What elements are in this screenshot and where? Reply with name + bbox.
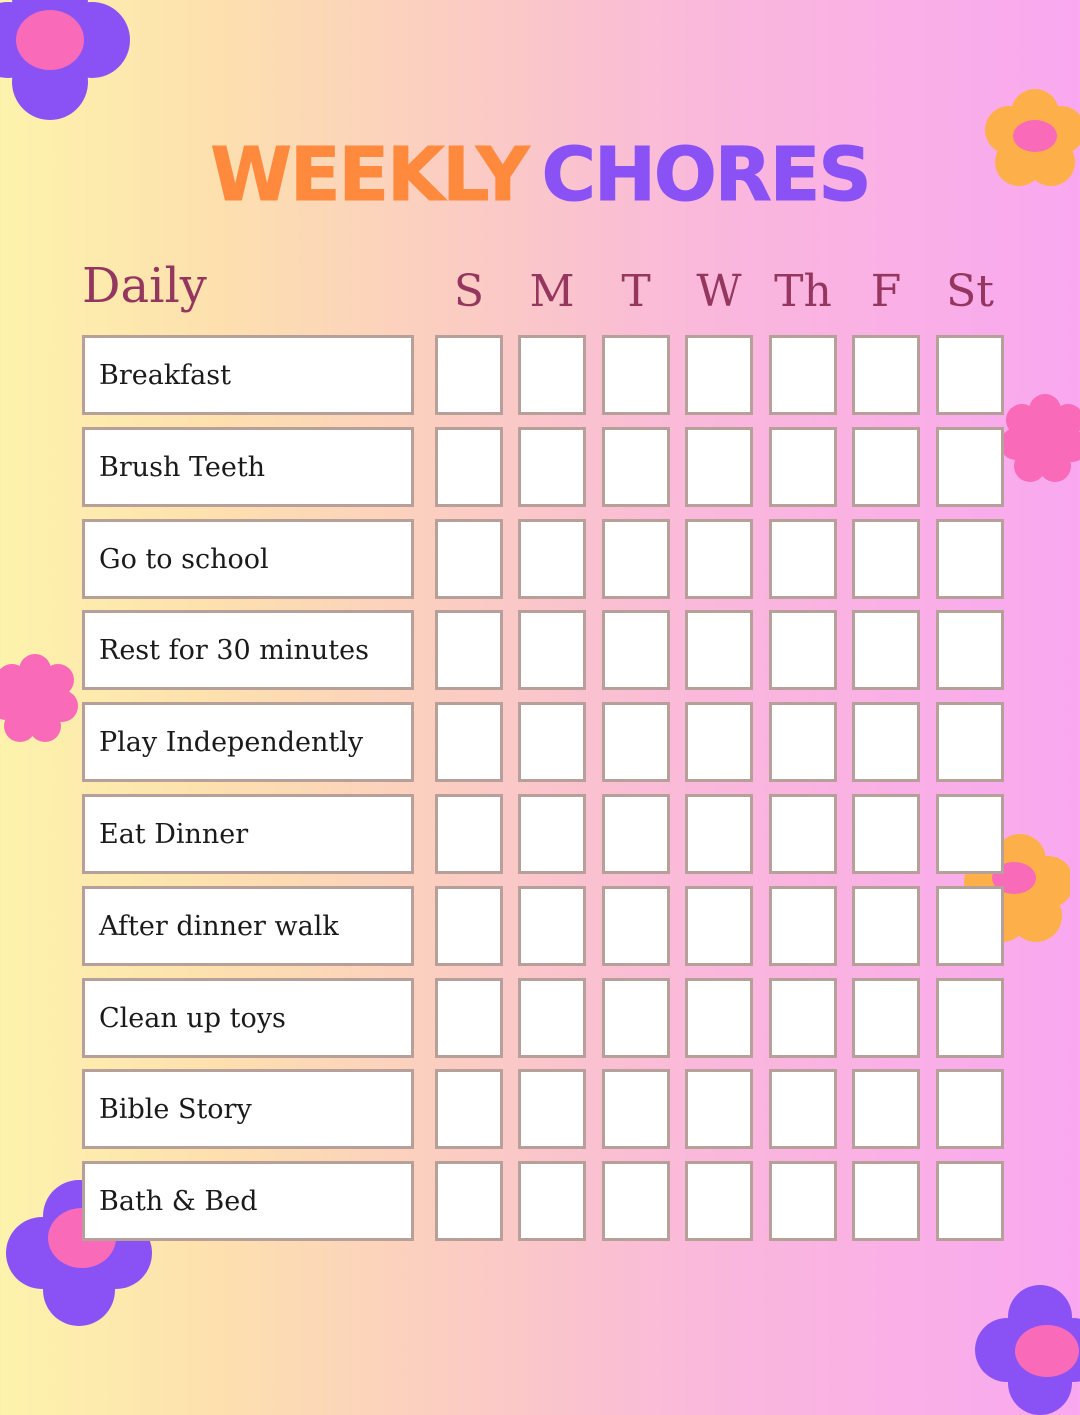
chore-label: Brush Teeth [82,427,414,507]
checkbox-cell-f[interactable] [852,335,920,415]
flower-top-left-icon [0,0,130,120]
checkbox-cell-w[interactable] [685,427,753,507]
checkbox-cell-st[interactable] [936,427,1004,507]
title-word-chores: CHORES [541,132,870,218]
checkbox-cell-th[interactable] [769,886,837,966]
checkbox-cell-w[interactable] [685,794,753,874]
checkbox-cell-f[interactable] [852,1161,920,1241]
flower-bottom-right-icon [975,1285,1080,1415]
checkbox-cell-m[interactable] [518,702,586,782]
checkbox-cell-st[interactable] [936,702,1004,782]
checkbox-cell-f[interactable] [852,794,920,874]
checkbox-cell-f[interactable] [852,610,920,690]
checkbox-cell-st[interactable] [936,1161,1004,1241]
checkbox-cell-s[interactable] [435,1069,503,1149]
checkbox-cell-w[interactable] [685,519,753,599]
checkbox-cell-th[interactable] [769,1161,837,1241]
day-header-t: T [621,266,651,317]
day-header-s: S [453,266,485,317]
checkbox-cell-th[interactable] [769,794,837,874]
checkbox-cell-th[interactable] [769,978,837,1058]
checkbox-cell-m[interactable] [518,1161,586,1241]
checkbox-cell-m[interactable] [518,886,586,966]
checkbox-cell-st[interactable] [936,519,1004,599]
checkbox-cell-m[interactable] [518,794,586,874]
day-header-w: W [696,266,742,317]
checkbox-cell-s[interactable] [435,886,503,966]
checkbox-cell-s[interactable] [435,427,503,507]
page-title [0,132,1080,218]
checkbox-cell-m[interactable] [518,1069,586,1149]
checkbox-cell-st[interactable] [936,978,1004,1058]
checkbox-cell-t[interactable] [602,886,670,966]
checkbox-cell-th[interactable] [769,335,837,415]
chore-label: After dinner walk [82,886,414,966]
checkbox-cell-st[interactable] [936,1069,1004,1149]
checkbox-cell-f[interactable] [852,702,920,782]
day-header-st: St [946,266,994,317]
checkbox-cell-t[interactable] [602,335,670,415]
checkbox-cell-st[interactable] [936,886,1004,966]
flower-right-pink-icon [1000,392,1080,482]
chore-label: Rest for 30 minutes [82,610,414,690]
checkbox-cell-s[interactable] [435,794,503,874]
checkbox-cell-m[interactable] [518,335,586,415]
checkbox-cell-f[interactable] [852,427,920,507]
checkbox-cell-m[interactable] [518,610,586,690]
checkbox-cell-th[interactable] [769,610,837,690]
checkbox-cell-t[interactable] [602,1161,670,1241]
daily-header: Daily [82,258,207,314]
checkbox-cell-w[interactable] [685,610,753,690]
checkbox-cell-f[interactable] [852,519,920,599]
checkbox-cell-st[interactable] [936,335,1004,415]
checkbox-cell-t[interactable] [602,519,670,599]
checkbox-cell-t[interactable] [602,1069,670,1149]
checkbox-cell-s[interactable] [435,519,503,599]
chore-label: Eat Dinner [82,794,414,874]
checkbox-cell-w[interactable] [685,335,753,415]
checkbox-cell-w[interactable] [685,978,753,1058]
checkbox-cell-s[interactable] [435,1161,503,1241]
checkbox-cell-w[interactable] [685,1069,753,1149]
chore-label: Bible Story [82,1069,414,1149]
checkbox-cell-f[interactable] [852,886,920,966]
day-header-m: M [529,266,575,317]
chore-label: Go to school [82,519,414,599]
checkbox-cell-t[interactable] [602,610,670,690]
checkbox-cell-st[interactable] [936,610,1004,690]
chore-label: Bath & Bed [82,1161,414,1241]
checkbox-cell-w[interactable] [685,1161,753,1241]
checkbox-cell-t[interactable] [602,978,670,1058]
checkbox-cell-t[interactable] [602,702,670,782]
checkbox-cell-m[interactable] [518,427,586,507]
checkbox-cell-m[interactable] [518,978,586,1058]
title-word-weekly: WEEKLY [210,132,528,218]
checkbox-cell-f[interactable] [852,1069,920,1149]
checkbox-cell-s[interactable] [435,610,503,690]
checkbox-cell-w[interactable] [685,702,753,782]
checkbox-cell-th[interactable] [769,1069,837,1149]
checkbox-cell-t[interactable] [602,427,670,507]
chore-label: Breakfast [82,335,414,415]
day-header-th: Th [774,266,832,317]
checkbox-cell-s[interactable] [435,335,503,415]
checkbox-cell-m[interactable] [518,519,586,599]
checkbox-cell-th[interactable] [769,427,837,507]
checkbox-cell-th[interactable] [769,702,837,782]
checkbox-cell-th[interactable] [769,519,837,599]
checkbox-cell-t[interactable] [602,794,670,874]
chore-label: Clean up toys [82,978,414,1058]
day-header-f: F [870,266,902,317]
checkbox-cell-s[interactable] [435,978,503,1058]
chore-label: Play Independently [82,702,414,782]
checkbox-cell-st[interactable] [936,794,1004,874]
checkbox-cell-s[interactable] [435,702,503,782]
checkbox-cell-w[interactable] [685,886,753,966]
flower-left-pink-icon [0,652,80,742]
checkbox-cell-f[interactable] [852,978,920,1058]
